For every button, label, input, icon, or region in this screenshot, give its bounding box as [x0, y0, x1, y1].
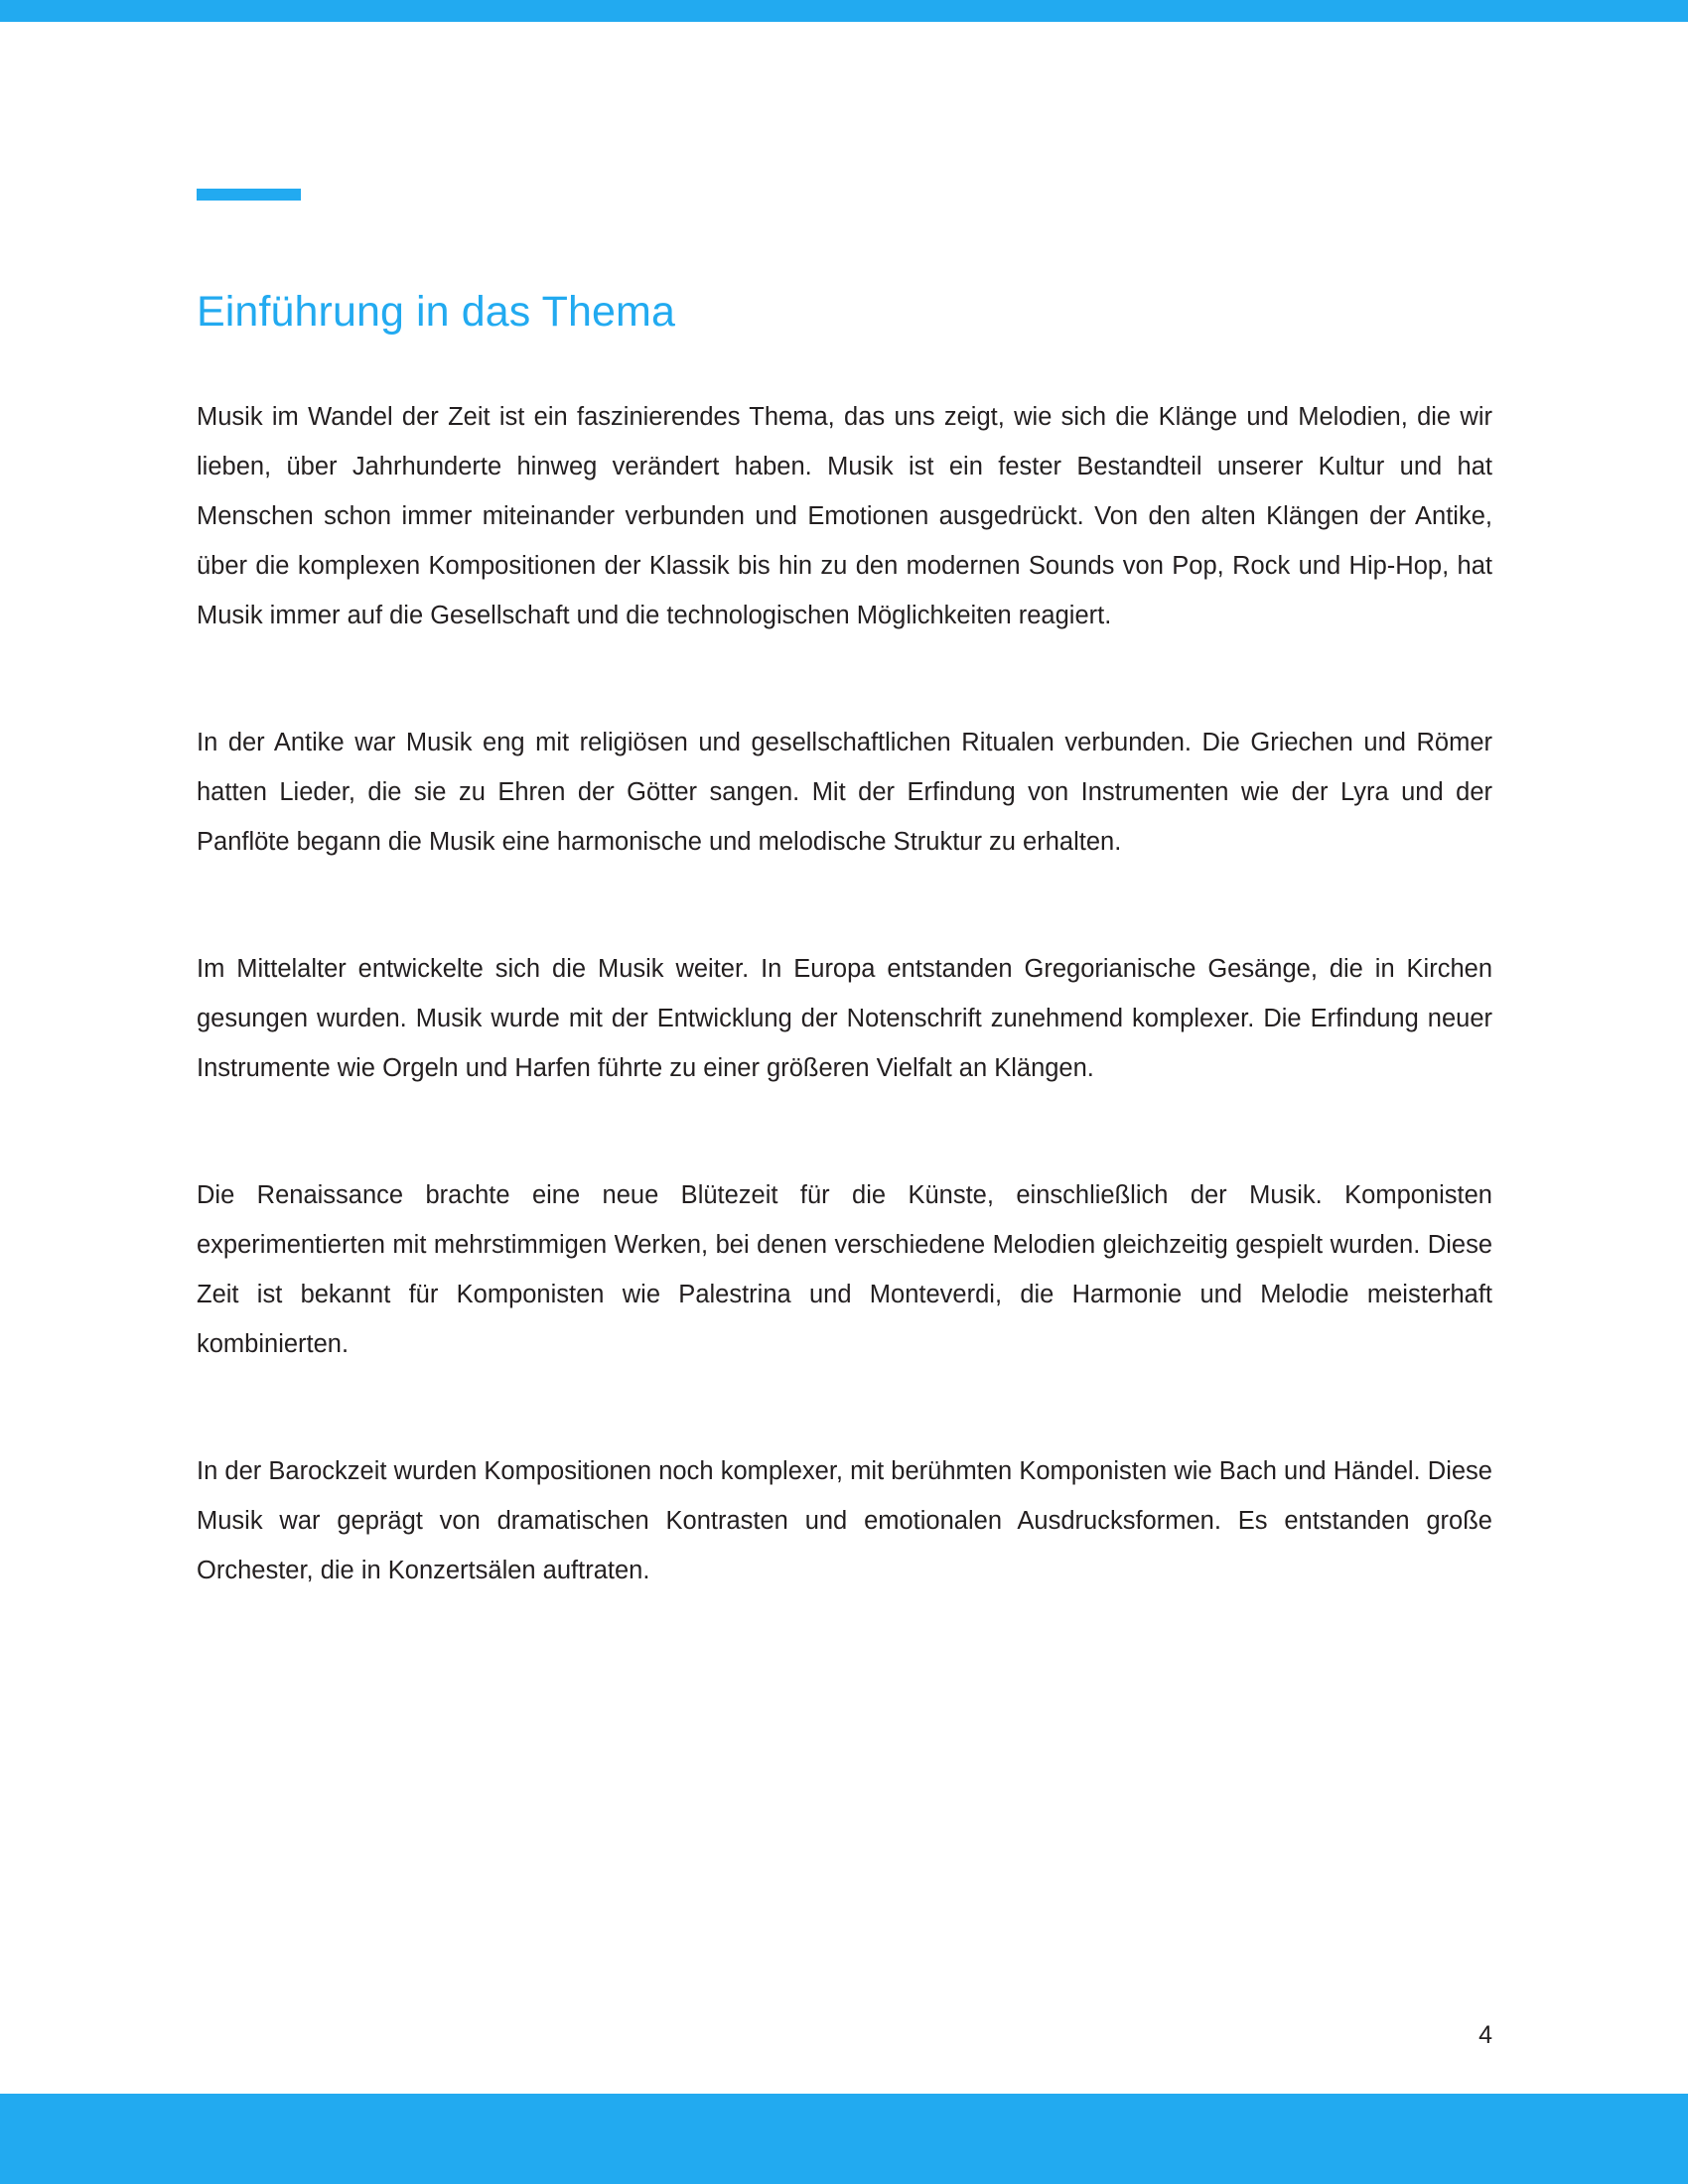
paragraph: In der Barockzeit wurden Kompositionen noch komplexer, mit berühmten Komponisten wie Bach und Händel. Diese Musik war geprägt von dramatischen Kontrasten und emotionalen Ausdrucksformen. Es entstanden große Orchester, die in Konzertsälen auftraten. — [197, 1457, 1492, 1584]
paragraph: Im Mittelalter entwickelte sich die Musik weiter. In Europa entstanden Gregorianische Gesänge, die in Kirchen gesungen wurden. Musik wurde mit der Entwicklung der Notenschrift zunehmend komplexer. Die Erfindung neuer Instrumente wie Orgeln und Harfen führte zu einer größeren Vielfalt an Klängen. — [197, 955, 1492, 1082]
paragraph: Die Renaissance brachte eine neue Blütezeit für die Künste, einschließlich der Musik. Komponisten experimentierten mit mehrstimmigen Werken, bei denen verschiedene Melodien gleichzeitig gespielt wurden. Diese Zeit ist bekannt für Komponisten wie Palestrina und Monteverdi, die Harmonie und Melodie meisterhaft kombinierten. — [197, 1181, 1492, 1358]
page-number: 4 — [1478, 2021, 1492, 2049]
bottom-accent-bar — [0, 2094, 1688, 2184]
paragraph: Musik im Wandel der Zeit ist ein faszinierendes Thema, das uns zeigt, wie sich die Klänge und Melodien, die wir lieben, über Jahrhunderte hinweg verändert haben. Musik ist ein fester Bestandteil unserer Kultur und hat Menschen schon immer miteinander verbunden und Emotionen ausgedrückt. Von den alten Klängen der Antike, über die komplexen Kompositionen der Klassik bis hin zu den modernen Sounds von Pop, Rock und Hip-Hop, hat Musik immer auf die Gesellschaft und die technologischen Möglichkeiten reagiert. — [197, 403, 1492, 629]
paragraph: In der Antike war Musik eng mit religiösen und gesellschaftlichen Ritualen verbunden. Die Griechen und Römer hatten Lieder, die sie zu Ehren der Götter sangen. Mit der Erfindung von Instrumenten wie der Lyra und der Panflöte begann die Musik eine harmonische und melodische Struktur zu erhalten. — [197, 729, 1492, 856]
title-accent-dash — [197, 189, 301, 201]
page-title: Einführung in das Thema — [197, 288, 675, 336]
top-accent-bar — [0, 0, 1688, 22]
body-text-block — [197, 392, 1492, 1595]
